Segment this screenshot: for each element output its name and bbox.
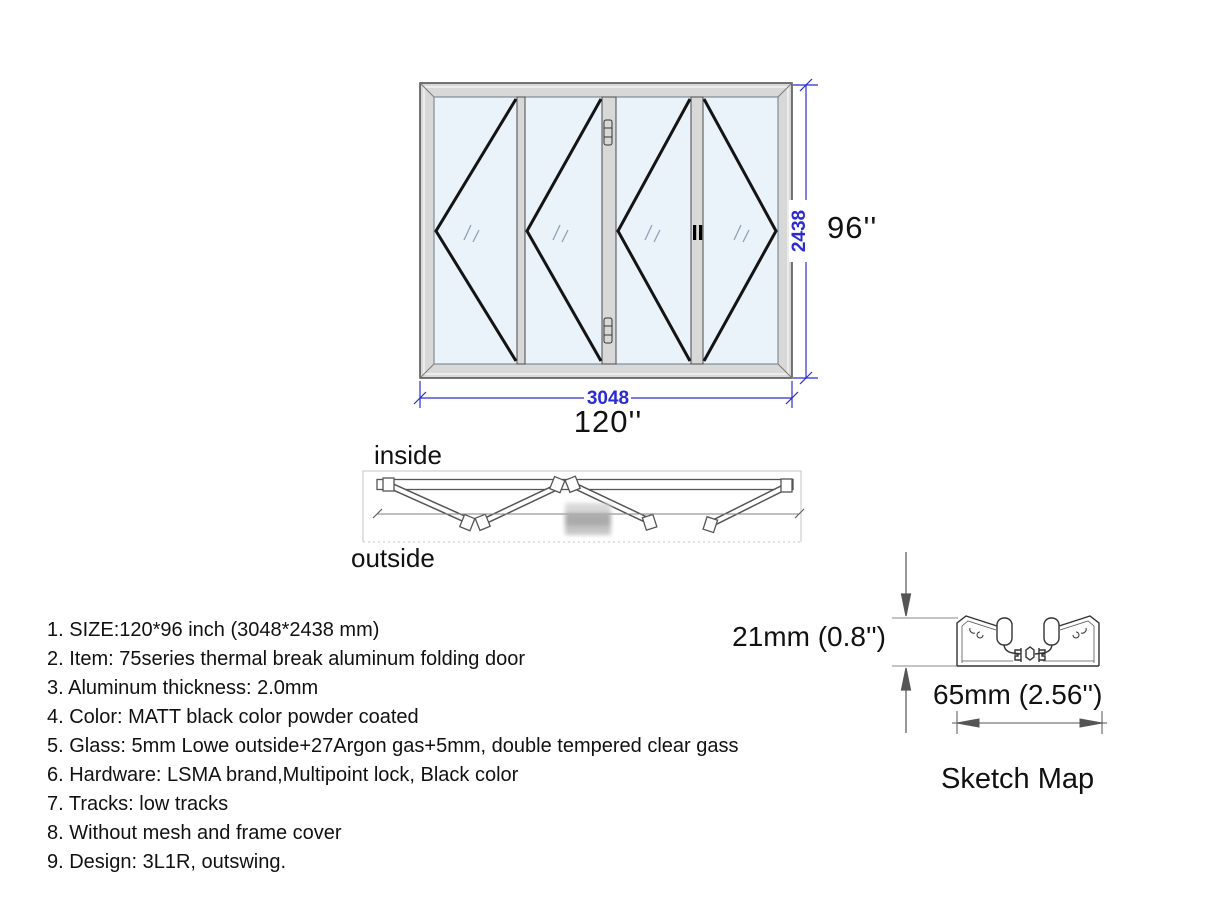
spec-line: 6. Hardware: LSMA brand,Multipoint lock, Black color xyxy=(47,764,519,786)
track-profile-drawing xyxy=(885,545,1135,750)
spec-line: 5. Glass: 5mm Lowe outside+27Argon gas+5mm, double tempered clear gass xyxy=(47,735,739,757)
watermark-blur xyxy=(565,503,611,535)
spec-list xyxy=(47,616,738,877)
width-dim-mm: 3048 xyxy=(586,388,630,409)
inside-label: inside xyxy=(374,440,442,470)
spec-line: 3. Aluminum thickness: 2.0mm xyxy=(47,677,319,699)
spec-line: 1. SIZE:120*96 inch (3048*2438 mm) xyxy=(47,619,380,641)
width-dim-inch: 120'' xyxy=(573,404,643,439)
spec-line: 9. Design: 3L1R, outswing. xyxy=(47,851,287,873)
front-elevation-drawing xyxy=(400,70,840,442)
track-height-label: 21mm (0.8'') xyxy=(732,621,886,652)
spec-line: 2. Item: 75series thermal break aluminum folding door xyxy=(47,648,526,670)
height-dim-inch: 96'' xyxy=(827,210,878,245)
spec-line: 8. Without mesh and frame cover xyxy=(47,822,342,844)
spec-line: 4. Color: MATT black color powder coated xyxy=(47,706,419,728)
spec-line: 7. Tracks: low tracks xyxy=(47,793,229,815)
sketch-map-title: Sketch Map xyxy=(941,763,1095,795)
track-width-label: 65mm (2.56'') xyxy=(933,679,1103,710)
height-dim-mm: 2438 xyxy=(789,200,811,262)
track-width-dimension xyxy=(952,711,1107,734)
track-profile-outline xyxy=(957,616,1099,666)
outside-label: outside xyxy=(351,543,435,573)
